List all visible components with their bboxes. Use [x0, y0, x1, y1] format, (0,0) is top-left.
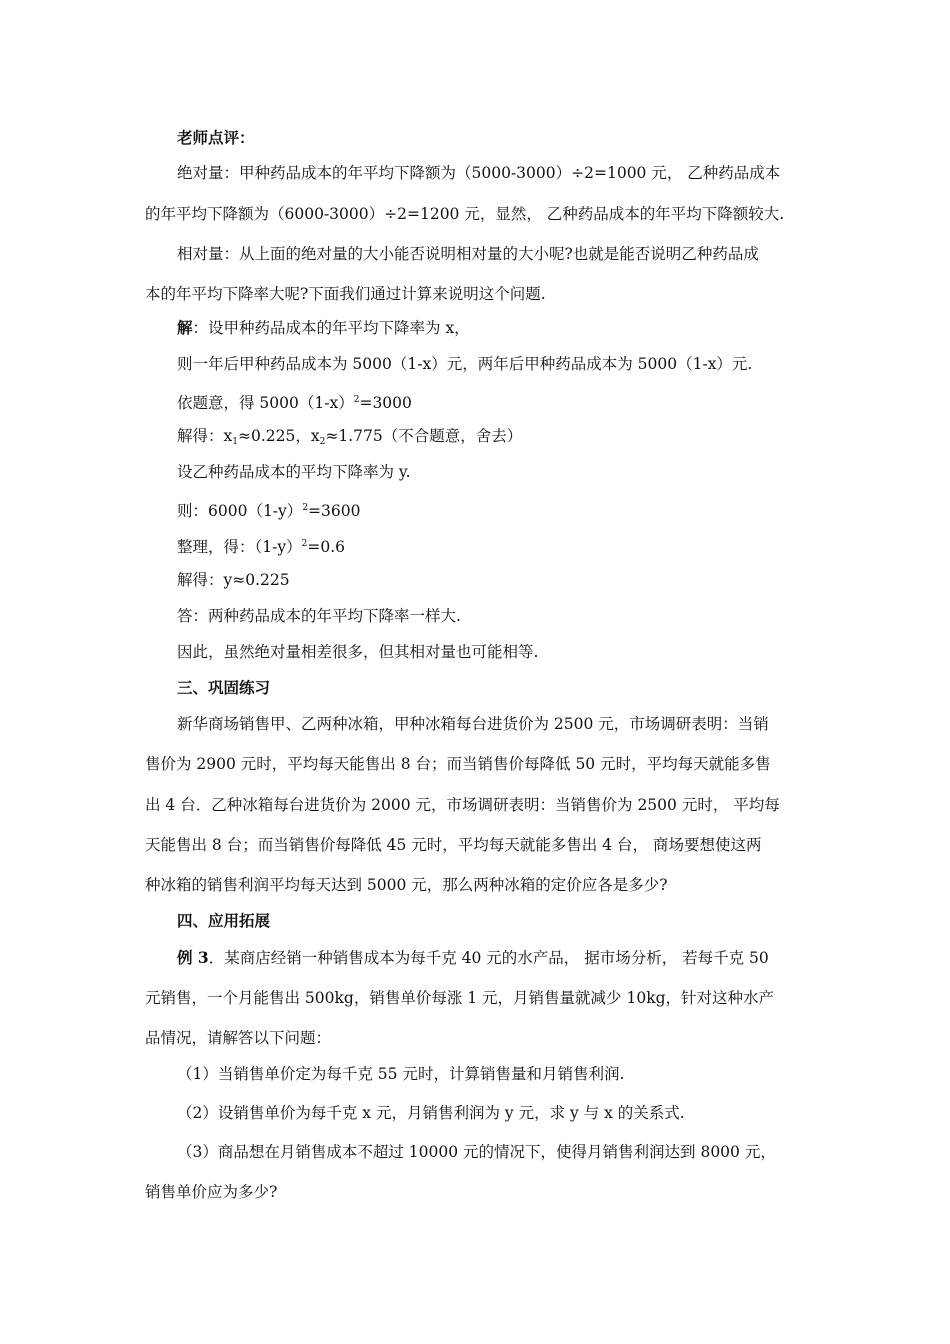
question-2: （2）设销售单价为每千克 x 元，月销售利润为 y 元，求 y 与 x 的关系式.: [177, 1104, 685, 1122]
solution-x-subscript-2: 2: [319, 437, 326, 447]
equation-2-right: =3600: [308, 502, 361, 520]
example-3-text: ．某商店经销一种销售成本为每千克 40 元的水产品， 据市场分析， 若每千克 50: [208, 949, 769, 967]
solution-x-part-1: 解得：x: [177, 427, 233, 445]
example-3-line-1: [177, 947, 769, 969]
solution-x-part-2: ≈0.225，x: [237, 427, 320, 445]
example-3-line-2: 元销售，一个月能售出 500kg，销售单价每涨 1 元，月销售量就减少 10kg，针对这种水产: [145, 989, 775, 1007]
section-3-heading: 三、巩固练习: [177, 678, 271, 697]
solution-label: 解: [177, 318, 193, 337]
equation-1-exponent: 2: [353, 395, 360, 405]
answer: 答：两种药品成本的年平均下降率一样大.: [177, 607, 461, 625]
equation-3-left: 整理，得：（1-y）: [177, 538, 302, 556]
equation-1-left: 依题意，得 5000（1-x）: [177, 394, 354, 412]
section-3-line-5: 种冰箱的销售利润平均每天达到 5000 元，那么两种冰箱的定价应各是多少?: [145, 876, 668, 894]
equation-3-right: =0.6: [307, 538, 345, 556]
relative-line-1: 相对量：从上面的绝对量的大小能否说明相对量的大小呢?也就是能否说明乙种药品成: [177, 245, 759, 263]
solution-x-subscript-1: 1: [232, 437, 238, 447]
question-3-line-1: （3）商品想在月销售成本不超过 10000 元的情况下，使得月销售利润达到 8000 元，: [177, 1143, 776, 1161]
conclusion: 因此，虽然绝对量相差很多，但其相对量也可能相等.: [177, 643, 539, 661]
solution-x: [177, 425, 522, 453]
equation-3-exponent: 2: [301, 539, 308, 549]
relative-line-2: 本的年平均下降率大呢?下面我们通过计算来说明这个问题.: [145, 285, 546, 303]
solution-intro-text: ：设甲种药品成本的年平均下降率为 x，: [192, 319, 470, 337]
section-3-line-4: 天能售出 8 台；而当销售价每降低 45 元时，平均每天就能多售出 4 台， 商场要想使这两: [145, 836, 762, 854]
solution-intro: [177, 317, 470, 339]
equation-1-right: =3000: [359, 394, 412, 412]
example-3-line-3: 品情况，请解答以下问题：: [145, 1029, 332, 1047]
section-3-line-3: 出 4 台．乙种冰箱每台进货价为 2000 元，市场调研表明：当销售价为 2500 元时， 平均每: [145, 796, 780, 814]
comment-heading: 老师点评：: [177, 128, 255, 147]
absolute-line-2: 的年平均下降额为（6000-3000）÷2=1200 元，显然， 乙种药品成本的年平均下降额较大.: [145, 205, 785, 223]
equation-1: [177, 389, 412, 414]
question-3-line-2: 销售单价应为多少?: [145, 1183, 278, 1201]
solution-step-1: 则一年后甲种药品成本为 5000（1-x）元，两年后甲种药品成本为 5000（1-x）元.: [177, 355, 753, 373]
example-label: 例 3: [177, 948, 209, 967]
equation-2: [177, 497, 360, 522]
section-4-heading: 四、应用拓展: [177, 911, 271, 930]
question-1: （1）当销售单价定为每千克 55 元时，计算销售量和月销售利润.: [177, 1065, 625, 1083]
absolute-line-1: 绝对量：甲种药品成本的年平均下降额为（5000-3000）÷2=1000 元， 乙种药品成本: [177, 164, 781, 182]
equation-3: [177, 533, 345, 558]
solution-y: 解得：y≈0.225: [177, 571, 290, 589]
section-3-line-2: 售价为 2900 元时，平均每天能售出 8 台；而当销售价每降低 50 元时，平均每天就能多售: [145, 755, 771, 773]
solution-x-part-3: ≈1.775（不合题意，舍去）: [325, 427, 523, 445]
equation-2-left: 则：6000（1-y）: [177, 502, 303, 520]
section-3-line-1: 新华商场销售甲、乙两种冰箱，甲种冰箱每台进货价为 2500 元，市场调研表明：当销: [177, 715, 769, 733]
equation-2-exponent: 2: [302, 503, 309, 513]
set-y: 设乙种药品成本的平均下降率为 y.: [177, 463, 411, 481]
